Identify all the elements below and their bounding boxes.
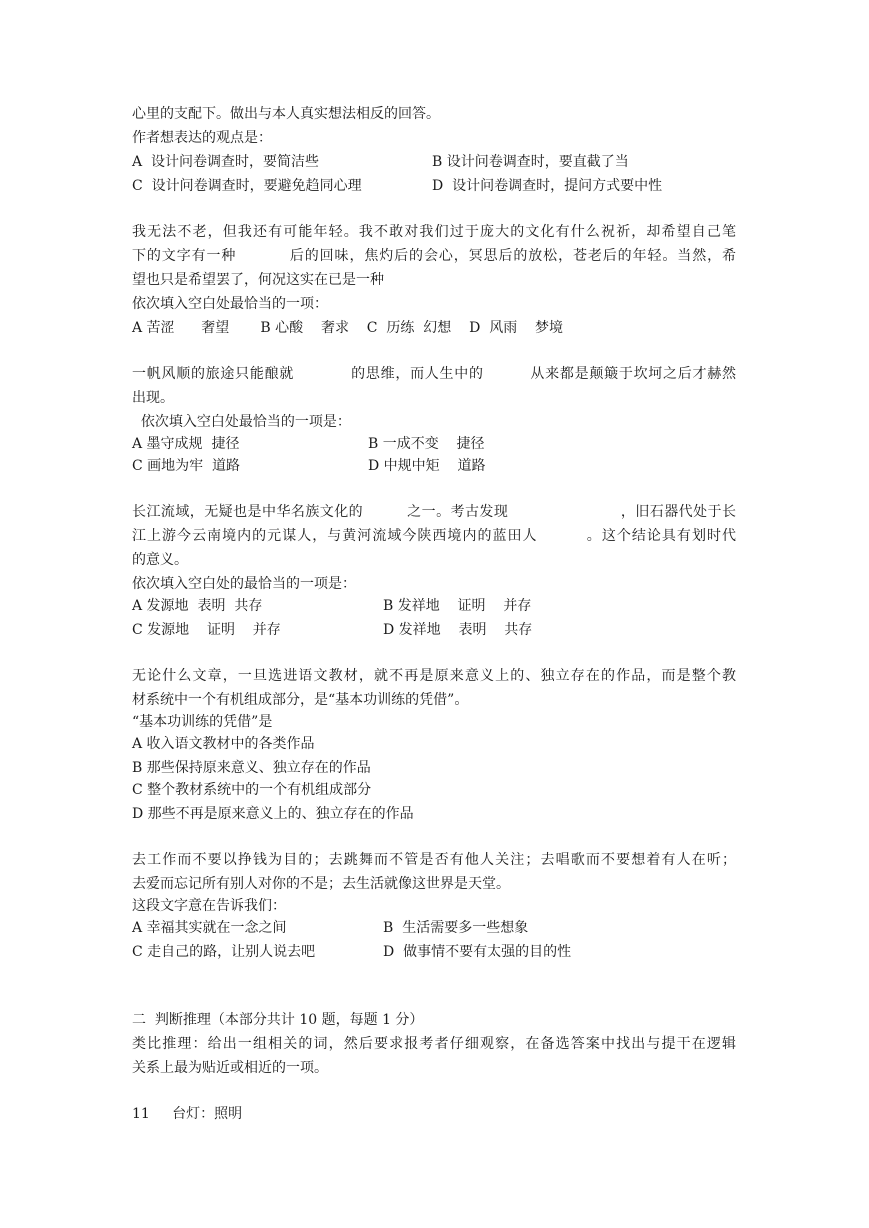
options-line: A 苦涩 奢望 B 心酸 奢求 C 历练 幻想 D 风雨 梦境 xyxy=(132,320,563,336)
paragraph-line: 材系统中一个有机组成部分，是“基本功训练的凭借”。 xyxy=(132,692,469,708)
option-a: A 收入语文教材中的各类作品 xyxy=(132,736,315,752)
option-b: B 一成不变 捷径 xyxy=(368,436,485,452)
question-stem: 依次填入空白处最恰当的一项： xyxy=(132,296,328,312)
paragraph-line: 出现。 xyxy=(132,390,174,406)
option-c: C 画地为牢 道路 xyxy=(132,458,241,474)
question-stem: 作者想表达的观点是： xyxy=(132,130,272,146)
paragraph-line: 望也只是希望罢了，何况这实在已是一种 xyxy=(132,272,384,288)
paragraph-line: 我无法不老，但我还有可能年轻。我不敢对我们过于庞大的文化有什么祝祈，却希望自己笔 xyxy=(132,224,736,240)
option-a: A 墨守成规 捷径 xyxy=(132,436,240,452)
option-b: B 那些保持原来意义、独立存在的作品 xyxy=(132,760,371,776)
paragraph-line: 无论什么文章，一旦选进语文教材，就不再是原来意义上的、独立存在的作品，而是整个教 xyxy=(132,668,736,684)
paragraph-line: 长江流域，无疑也是中华名族文化的 之一。考古发现 ，旧石器代处于长 xyxy=(132,504,736,520)
paragraph-line: 的意义。 xyxy=(132,552,188,568)
option-a: A 设计问卷调查时，要简洁些 xyxy=(132,154,320,170)
option-a: A 发源地 表明 共存 xyxy=(132,598,263,614)
option-d: D 做事情不要有太强的目的性 xyxy=(383,944,572,960)
option-b: B 发祥地 证明 并存 xyxy=(383,598,532,614)
section-intro: 类比推理：给出一组相关的词，然后要求报考者仔细观察，在备选答案中找出与提干在逻辑 xyxy=(132,1036,736,1052)
option-c: C 设计问卷调查时，要避免趋同心理 xyxy=(132,178,362,194)
paragraph-line: 去工作而不要以挣钱为目的；去跳舞而不管是否有他人关注；去唱歌而不要想着有人在听； xyxy=(132,852,736,868)
section-intro: 关系上最为贴近或相近的一项。 xyxy=(132,1060,328,1076)
option-c: C 走自己的路，让别人说去吧 xyxy=(132,944,316,960)
option-d: D 发祥地 表明 共存 xyxy=(383,622,533,638)
option-a: A 幸福其实就在一念之间 xyxy=(132,920,287,936)
option-c: C 发源地 证明 并存 xyxy=(132,622,281,638)
question-stem: 这段文字意在告诉我们： xyxy=(132,898,286,914)
option-c: C 整个教材系统中的一个有机组成部分 xyxy=(132,782,372,798)
question-11: 11 台灯：照明 xyxy=(132,1106,243,1122)
option-d: D 那些不再是原来意义上的、独立存在的作品 xyxy=(132,806,414,822)
paragraph-line: 一帆风顺的旅途只能酿就 的思维，而人生中的 从来都是颠簸于坎坷之后才赫然 xyxy=(132,366,736,382)
option-b: B 生活需要多一些想象 xyxy=(383,920,529,936)
option-b: B 设计问卷调查时，要直截了当 xyxy=(432,154,629,170)
section-heading: 二 判断推理（本部分共计 10 题，每题 1 分） xyxy=(132,1012,424,1028)
option-d: D 中规中矩 道路 xyxy=(368,458,486,474)
paragraph-line: 去爱而忘记所有别人对你的不是；去生活就像这世界是天堂。 xyxy=(132,876,510,892)
paragraph-line: 江上游今云南境内的元谋人，与黄河流域今陕西境内的蓝田人 。这个结论具有划时代 xyxy=(132,528,736,544)
question-stem: 依次填入空白处最恰当的一项是： xyxy=(132,414,351,430)
question-stem: 依次填入空白处的最恰当的一项是： xyxy=(132,576,356,592)
option-d: D 设计问卷调查时，提问方式要中性 xyxy=(432,178,663,194)
paragraph-line: 心里的支配下。做出与本人真实想法相反的回答。 xyxy=(132,106,440,122)
question-stem: “基本功训练的凭借”是 xyxy=(132,714,273,730)
paragraph-line: 下的文字有一种 后的回味，焦灼后的会心，冥思后的放松，苍老后的年轻。当然，希 xyxy=(132,248,736,264)
